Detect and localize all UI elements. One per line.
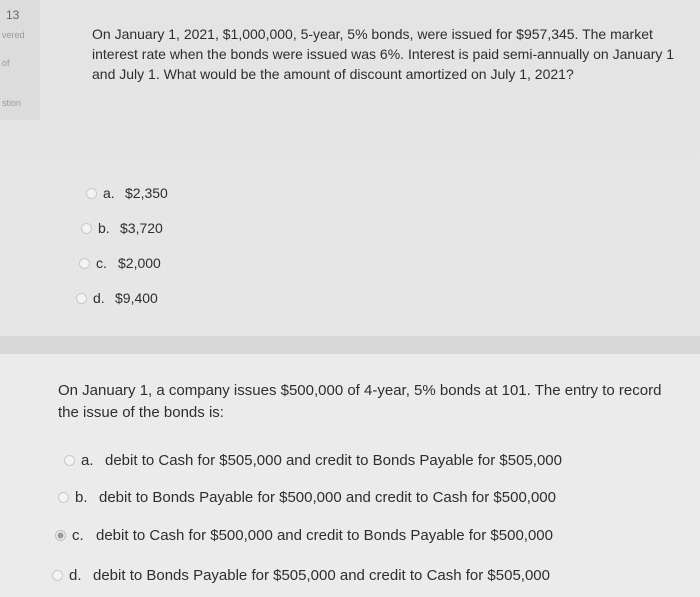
question-1-text: On January 1, 2021, $1,000,000, 5-year, 5% bonds, were issued for $957,345. The market interest rate when the bonds were issued was 6%. Interest is paid semi-annually on January 1 and July 1. What would be the amount of discount amortized on July 1, 2021? [92, 26, 675, 82]
radio-icon[interactable] [76, 293, 87, 304]
option-text: $9,400 [115, 290, 158, 306]
option-letter: b. [75, 489, 88, 506]
option-letter: c. [96, 255, 107, 271]
option-letter: a. [103, 185, 115, 201]
question-info-strip [0, 0, 40, 120]
option-a[interactable] [86, 185, 168, 201]
radio-icon[interactable] [86, 188, 97, 199]
option-text: $2,000 [118, 255, 161, 271]
option-text: debit to Bonds Payable for $505,000 and credit to Cash for $505,000 [93, 567, 550, 584]
option-letter: a. [81, 452, 94, 469]
option-b[interactable] [58, 489, 556, 506]
radio-icon[interactable] [81, 223, 92, 234]
option-letter: d. [69, 567, 82, 584]
option-a[interactable] [64, 452, 562, 469]
status-label: vered [2, 30, 25, 40]
option-c[interactable] [55, 527, 553, 544]
question-number: 13 [6, 8, 20, 22]
option-d[interactable] [76, 290, 158, 306]
radio-icon[interactable] [52, 570, 63, 581]
status-label: stion [2, 98, 22, 108]
option-d[interactable] [52, 567, 550, 584]
option-c[interactable] [79, 255, 161, 271]
option-text: $3,720 [120, 220, 163, 236]
radio-icon[interactable] [64, 455, 75, 466]
option-letter: d. [93, 290, 105, 306]
option-letter: c. [72, 527, 84, 544]
question-2-text: On January 1, a company issues $500,000 of 4-year, 5% bonds at 101. The entry to record the issue of the bonds is: [58, 382, 662, 421]
radio-icon[interactable] [79, 258, 90, 269]
radio-icon[interactable] [58, 492, 69, 503]
option-text: debit to Bonds Payable for $500,000 and credit to Cash for $500,000 [99, 489, 556, 506]
status-label: of [2, 58, 10, 68]
option-b[interactable] [81, 220, 163, 236]
radio-selected-icon[interactable] [55, 530, 66, 541]
question-divider [0, 336, 700, 354]
option-text: $2,350 [125, 185, 168, 201]
option-text: debit to Cash for $500,000 and credit to Bonds Payable for $500,000 [96, 527, 553, 544]
option-text: debit to Cash for $505,000 and credit to Bonds Payable for $505,000 [105, 452, 562, 469]
option-letter: b. [98, 220, 110, 236]
